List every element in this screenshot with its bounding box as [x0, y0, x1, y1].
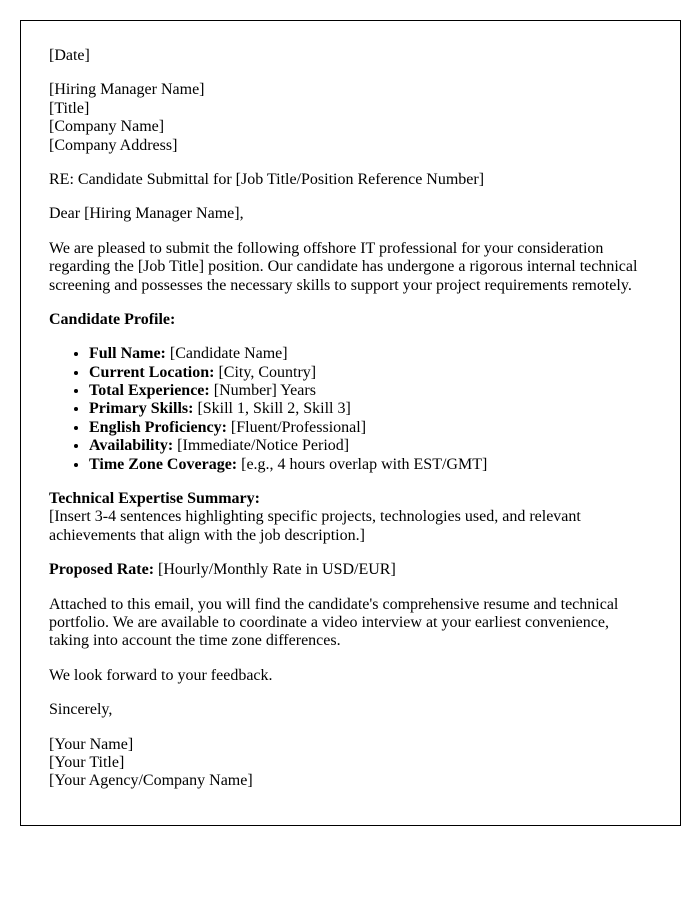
recipient-company: [Company Name]	[49, 118, 165, 136]
profile-item-label: Time Zone Coverage:	[89, 455, 238, 473]
profile-item-label: Primary Skills:	[89, 400, 194, 418]
profile-item-value: [Candidate Name]	[165, 345, 288, 363]
attachment-paragraph: Attached to this email, you will find the candidate's comprehensive resume and technical portfolio. We are available to coordinate a video interview at your earliest convenience, taking into account the time zone differences.	[49, 595, 619, 650]
expertise-section	[49, 490, 652, 545]
salutation: Dear [Hiring Manager Name],	[49, 205, 244, 223]
recipient-block	[49, 81, 652, 155]
re-line: RE: Candidate Submittal for [Job Title/Position Reference Number]	[49, 170, 485, 188]
profile-item-english-proficiency	[89, 419, 652, 437]
rate-label: Proposed Rate:	[49, 561, 155, 579]
letter-document	[20, 20, 681, 826]
profile-item-time-zone-coverage	[89, 456, 652, 474]
date-line: [Date]	[49, 47, 90, 64]
rate-line	[49, 561, 652, 579]
feedback-line: We look forward to your feedback.	[49, 666, 273, 684]
profile-item-total-experience	[89, 382, 652, 400]
signature-company: [Your Agency/Company Name]	[49, 772, 253, 790]
profile-item-label: Availability:	[89, 437, 174, 455]
recipient-address: [Company Address]	[49, 136, 178, 154]
expertise-heading: Technical Expertise Summary:	[49, 490, 260, 508]
profile-item-value: [Number] Years	[209, 382, 316, 400]
signature-title: [Your Title]	[49, 753, 125, 771]
profile-item-availability	[89, 437, 652, 455]
signoff: Sincerely,	[49, 701, 113, 719]
profile-item-label: English Proficiency:	[89, 418, 227, 436]
profile-item-value: [e.g., 4 hours overlap with EST/GMT]	[237, 455, 488, 473]
profile-item-value: [City, Country]	[214, 363, 317, 381]
signature-name: [Your Name]	[49, 735, 134, 753]
profile-item-label: Total Experience:	[89, 382, 210, 400]
profile-item-label: Full Name:	[89, 345, 166, 363]
profile-heading: Candidate Profile:	[49, 310, 176, 328]
profile-item-current-location	[89, 364, 652, 382]
profile-item-full-name	[89, 345, 652, 363]
profile-item-primary-skills	[89, 400, 652, 418]
intro-paragraph: We are pleased to submit the following offshore IT professional for your consideration regarding the [Job Title] position. Our candidate has undergone a rigorous internal technical screening and possesses the necessary skills to support your project requirements remotely.	[49, 239, 638, 294]
expertise-body: [Insert 3-4 sentences highlighting specific projects, technologies used, and relevant achievements that align with the job description.]	[49, 508, 581, 544]
signature-block	[49, 736, 652, 791]
profile-item-label: Current Location:	[89, 363, 215, 381]
profile-item-value: [Fluent/Professional]	[226, 418, 367, 436]
profile-item-value: [Immediate/Notice Period]	[173, 437, 350, 455]
recipient-name: [Hiring Manager Name]	[49, 81, 205, 99]
rate-value: [Hourly/Monthly Rate in USD/EUR]	[154, 561, 396, 579]
recipient-title: [Title]	[49, 99, 90, 117]
profile-list	[49, 345, 652, 474]
profile-item-value: [Skill 1, Skill 2, Skill 3]	[193, 400, 351, 418]
